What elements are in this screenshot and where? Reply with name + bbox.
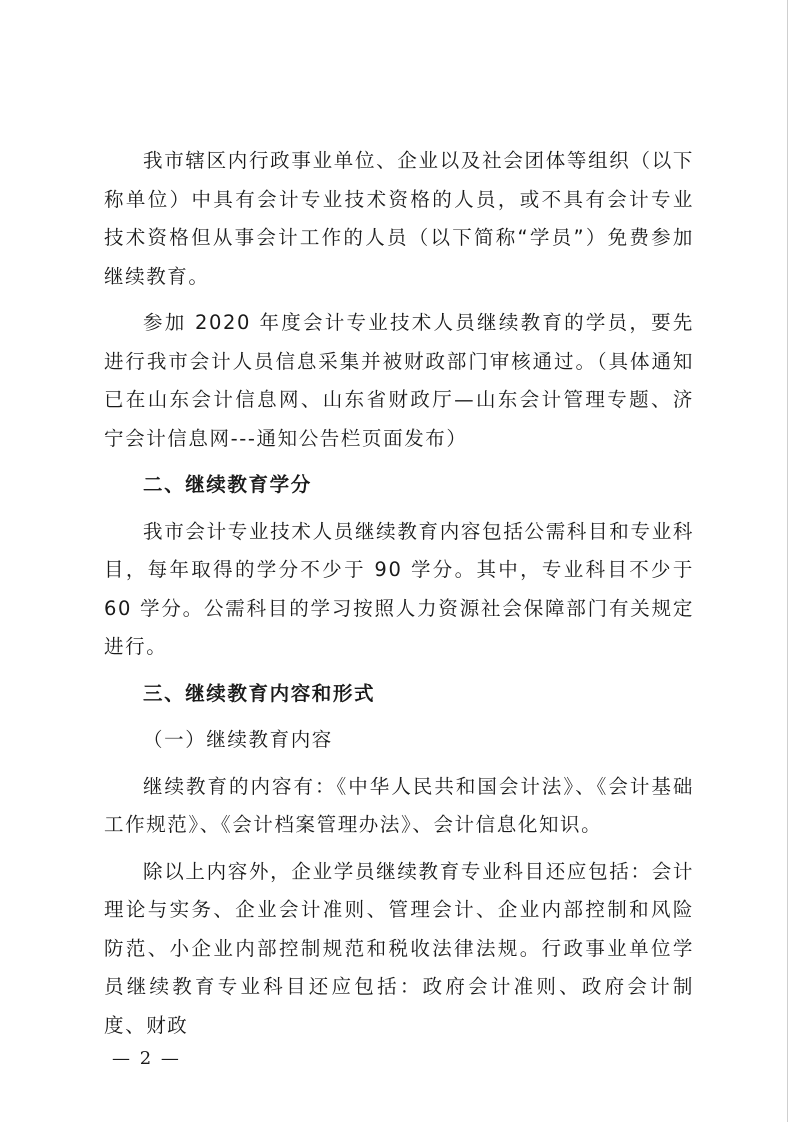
page-number: — 2 —	[112, 1048, 181, 1069]
paragraph-professional-subjects: 除以上内容外，企业学员继续教育专业科目还应包括：会计理论与实务、企业会计准则、管理会计、企业内部控制和风险防范、小企业内部控制规范和税收法律法规。行政事业单位学员继续教育专业科目还应包括：政府会计准则、政府会计制度、财政	[104, 859, 694, 1037]
paragraph-participants: 我市辖区内行政事业单位、企业以及社会团体等组织（以下称单位）中具有会计专业技术资格的人员，或不具有会计专业技术资格但从事会计工作的人员（以下简称“学员”）免费参加继续教育。	[104, 149, 694, 288]
section-heading-content-form: 三、继续教育内容和形式	[143, 681, 376, 705]
paragraph-content-list: 继续教育的内容有：《中华人民共和国会计法》、《会计基础工作规范》、《会计档案管理办法》、会计信息化知识。	[104, 774, 694, 836]
paragraph-registration: 参加 2020 年度会计专业技术人员继续教育的学员，要先进行我市会计人员信息采集并被财政部门审核通过。（具体通知已在山东会计信息网、山东省财政厅—山东会计管理专题、济宁会计信息网---通知公告栏页面发布）	[104, 311, 694, 450]
document-body	[104, 142, 694, 1053]
scan-edge-line	[787, 0, 788, 1122]
paragraph-credits: 我市会计专业技术人员继续教育内容包括公需科目和专业科目，每年取得的学分不少于 90 学分。其中，专业科目不少于 60 学分。公需科目的学习按照人力资源社会保障部门有关规定进行。	[104, 519, 694, 658]
section-heading-credits: 二、继续教育学分	[143, 473, 312, 496]
subsection-heading-content: （一）继续教育内容	[143, 728, 333, 751]
